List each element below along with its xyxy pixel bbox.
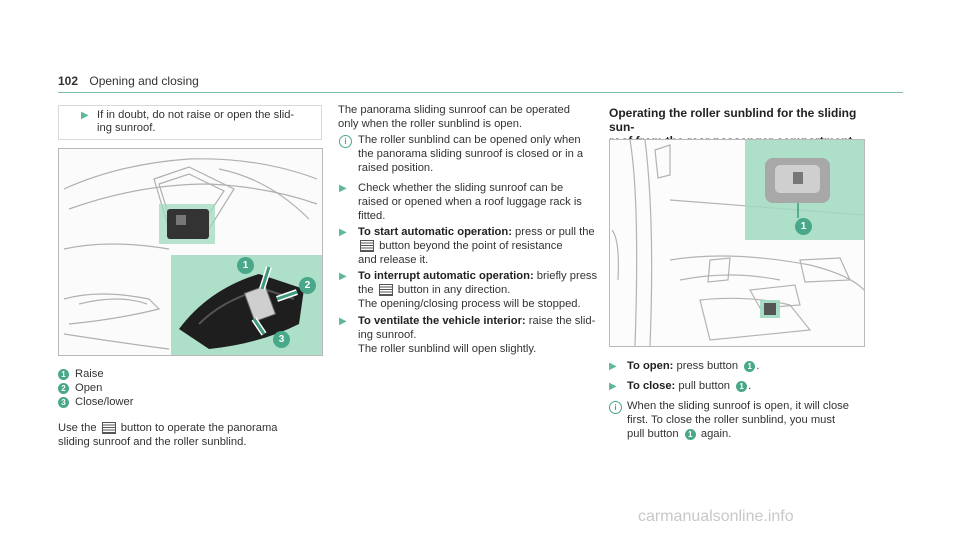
sunroof-button-icon xyxy=(102,422,116,434)
note-line-1: If in doubt, do not raise or open the slid- xyxy=(97,109,295,121)
info-line-2: the panorama sliding sunroof is closed or in a xyxy=(358,148,584,160)
arrow-bullet-icon: ▶ xyxy=(609,361,617,372)
legend-label: Close/lower xyxy=(75,396,134,408)
legend-item-close xyxy=(58,396,133,409)
page-title: Opening and closing xyxy=(89,74,199,88)
interrupt-line-1: To interrupt automatic operation: briefly press xyxy=(358,270,598,282)
vent-line-2: ing sunroof. xyxy=(358,329,417,341)
info-icon: i xyxy=(609,401,622,414)
info-line-1: The roller sunblind can be opened only when xyxy=(358,134,581,146)
arrow-bullet-icon: ▶ xyxy=(339,271,347,282)
auto-line-2: button beyond the point of resistance xyxy=(358,240,563,253)
page-header xyxy=(58,74,199,88)
door-panel-drawing xyxy=(610,140,864,346)
info-icon: i xyxy=(339,135,352,148)
caution-note xyxy=(58,105,322,140)
interrupt-line-3: The opening/closing process will be stopped. xyxy=(358,298,581,310)
arrow-bullet-icon: ▶ xyxy=(339,227,347,238)
info-line-3: raised position. xyxy=(358,162,434,174)
callout-1: 1 xyxy=(237,257,254,274)
callout-1: 1 xyxy=(744,361,755,372)
rear-door-illustration xyxy=(609,139,865,347)
intro-line-2: only when the roller sunblind is open. xyxy=(338,118,523,130)
close-instruction: To close: pull button 1 . xyxy=(627,380,752,392)
interrupt-line-2: the button in any direction. xyxy=(358,284,511,296)
check-line-1: Check whether the sliding sunroof can be xyxy=(358,182,564,194)
arrow-bullet-icon: ▶ xyxy=(609,381,617,392)
header-rule xyxy=(58,92,903,93)
right-info-line-1: When the sliding sunroof is open, it will close xyxy=(627,400,849,412)
right-info-line-3: pull button 1 again. xyxy=(627,428,732,440)
legend-number: 1 xyxy=(58,369,69,380)
legend-item-open xyxy=(58,382,102,395)
right-info-line-2: first. To close the roller sunblind, you must xyxy=(627,414,836,426)
arrow-bullet-icon: ▶ xyxy=(339,316,347,327)
sunroof-switch-illustration xyxy=(58,148,323,356)
overhead-console-drawing xyxy=(59,149,322,355)
auto-line-3: and release it. xyxy=(358,254,429,266)
section-title: Operating the roller sunblind for the sliding sun- xyxy=(609,106,857,134)
callout-1: 1 xyxy=(685,429,696,440)
open-instruction: To open: press button 1 . xyxy=(627,360,760,372)
sunroof-button-icon xyxy=(360,240,374,252)
vent-line-1: To ventilate the vehicle interior: raise the slid- xyxy=(358,315,596,327)
sunroof-button-icon xyxy=(379,284,393,296)
usage-paragraph-line-2: sliding sunroof and the roller sunblind. xyxy=(58,436,247,448)
check-line-2: raised or opened when a roof luggage rack is xyxy=(358,196,582,208)
page-number: 102 xyxy=(58,74,79,88)
note-line-2: ing sunroof. xyxy=(97,122,156,134)
legend-number: 3 xyxy=(58,397,69,408)
legend-number: 2 xyxy=(58,383,69,394)
legend-item-raise xyxy=(58,368,104,381)
check-line-3: fitted. xyxy=(358,210,386,222)
intro-line-1: The panorama sliding sunroof can be operated xyxy=(338,104,570,116)
usage-paragraph-line-1: Use the button to operate the panorama xyxy=(58,422,278,434)
vent-line-3: The roller sunblind will open slightly. xyxy=(358,343,537,355)
legend-label: Raise xyxy=(75,368,104,380)
callout-3: 3 xyxy=(273,331,290,348)
arrow-bullet-icon: ▶ xyxy=(81,110,89,121)
callout-1: 1 xyxy=(795,218,812,235)
arrow-bullet-icon: ▶ xyxy=(339,183,347,194)
callout-1: 1 xyxy=(736,381,747,392)
watermark: carmanualsonline.info xyxy=(638,508,794,525)
auto-line-1: To start automatic operation: press or pull the xyxy=(358,226,595,238)
callout-2: 2 xyxy=(299,277,316,294)
legend-label: Open xyxy=(75,382,103,394)
